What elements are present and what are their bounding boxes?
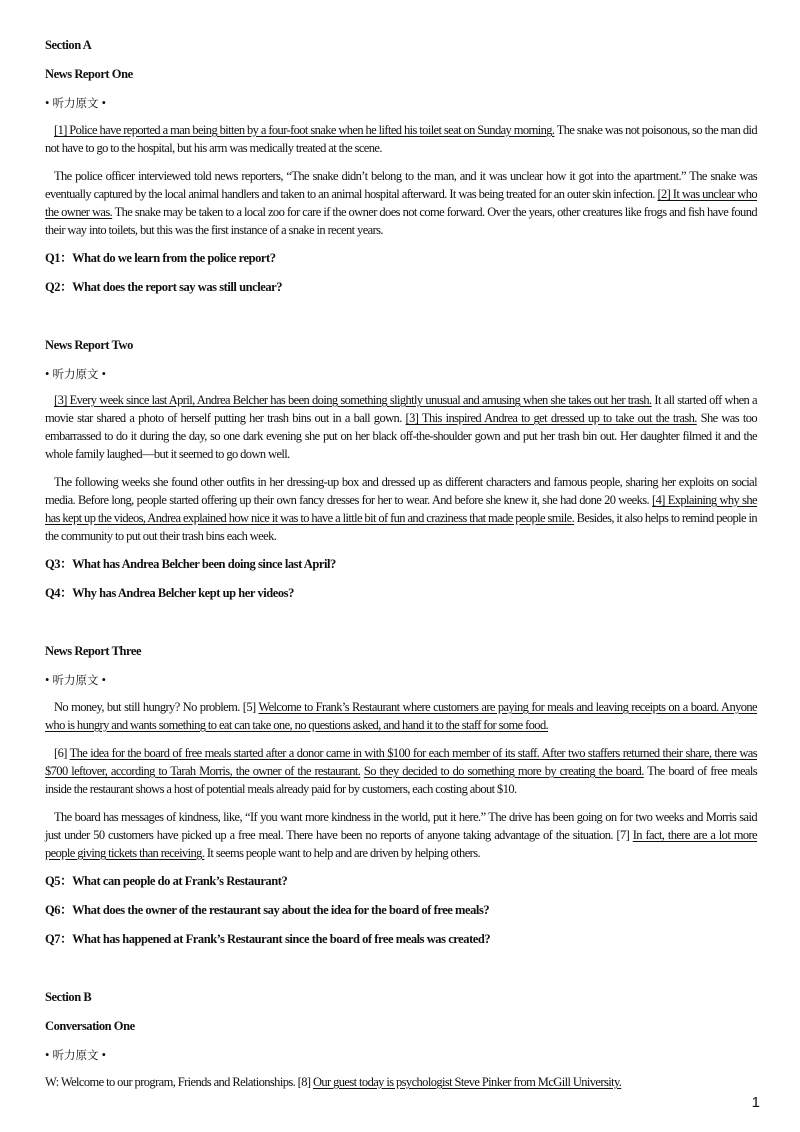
- conversation-one-paragraph-1: W: Welcome to our program, Friends and Relationships. [8] Our guest today is psychologist Steve Pinker from McGill University.: [45, 1075, 622, 1089]
- page-number: 1: [751, 1094, 760, 1111]
- report-two-paragraph-1: [3] Every week since last April, Andrea Belcher has been doing something slightly unusual and amusing when she takes out her trash. It all started off when a movie star shared a photo of herself putting her trash bins out in a ball gown. [3] This inspired Andrea to get dressed up to take out the trash. She was too embarrassed to do it during the day, so one dark evening she put on her black off-the-shoulder gown and put her trash bin out. Her daughter filmed it and the whole family laughed—but it seemed to go down well.: [45, 393, 757, 461]
- question-1: Q1：What do we learn from the police report?: [45, 251, 276, 265]
- question-4: Q4：Why has Andrea Belcher kept up her videos?: [45, 586, 294, 600]
- question-2: Q2：What does the report say was still unclear?: [45, 280, 283, 294]
- document-page: [45, 36, 757, 1091]
- report-two-heading: News Report Two: [45, 338, 133, 352]
- question-3: Q3：What has Andrea Belcher been doing since last April?: [45, 557, 336, 571]
- report-one-paragraph-2: The police officer interviewed told news reporters, “The snake didn’t belong to the man, and it was unclear how it got into the apartment.” The snake was eventually captured by the local animal handlers and taken to an animal hospital afterward. It was being treated for an outer skin infection. [2] It was unclear who the owner was. The snake may be taken to a local zoo for care if the owner does not come forward. Over the years, other creatures like frogs and fish have found their way into toilets, but this was the first instance of a snake in recent years.: [45, 169, 757, 237]
- question-6: Q6：What does the owner of the restaurant say about the idea for the board of free meals?: [45, 903, 490, 917]
- report-one-heading: News Report One: [45, 67, 133, 81]
- report-three-heading: News Report Three: [45, 644, 142, 658]
- conversation-one-heading: Conversation One: [45, 1019, 135, 1033]
- transcript-tag: • 听力原文 •: [45, 673, 107, 687]
- question-7: Q7：What has happened at Frank’s Restaurant since the board of free meals was created?: [45, 932, 491, 946]
- transcript-tag: • 听力原文 •: [45, 96, 107, 110]
- report-three-paragraph-2: [6] The idea for the board of free meals started after a donor came in with $100 for each member of its staff. After two staffers returned their share, there was $700 leftover, according to Tarah Morris, the owner of the restaurant. So they decided to do something more by creating the board. The board of free meals inside the restaurant shows a host of potential meals already paid for by customers, each costing about $10.: [45, 746, 758, 796]
- report-one-paragraph-1: [1] Police have reported a man being bitten by a four-foot snake when he lifted his toilet seat on Sunday morning. The snake was not poisonous, so the man did not have to go to the hospital, but his arm was medically treated at the scene.: [45, 123, 758, 155]
- report-three-paragraph-1: No money, but still hungry? No problem. [5] Welcome to Frank’s Restaurant where customers are paying for meals and leaving receipts on a board. Anyone who is hungry and wants something to eat can take one, no questions asked, and hand it to the staff for some food.: [45, 700, 757, 732]
- transcript-tag: • 听力原文 •: [45, 367, 107, 381]
- report-three-paragraph-3: The board has messages of kindness, like, “If you want more kindness in the world, put it here.” The drive has been going on for two weeks and Morris said just under 50 customers have picked up a free meal. There have been no reports of anyone taking advantage of the situation. [7] In fact, there are a lot more people giving tickets than receiving. It seems people want to help and are driven by helping others.: [45, 810, 757, 860]
- transcript-tag: • 听力原文 •: [45, 1048, 107, 1062]
- section-a-heading: Section A: [45, 38, 92, 52]
- question-5: Q5：What can people do at Frank’s Restaurant?: [45, 874, 288, 888]
- section-b-heading: Section B: [45, 990, 92, 1004]
- report-two-paragraph-2: The following weeks she found other outfits in her dressing-up box and dressed up as different characters and famous people, sharing her exploits on social media. Before long, people started offering up their own fancy dresses for her to wear. And before she knew it, she had done 20 weeks. [4] Explaining why she has kept up the videos, Andrea explained how nice it was to have a little bit of fun and craziness that made people smile. Besides, it also helps to remind people in the community to put out their trash bins each week.: [45, 475, 757, 543]
